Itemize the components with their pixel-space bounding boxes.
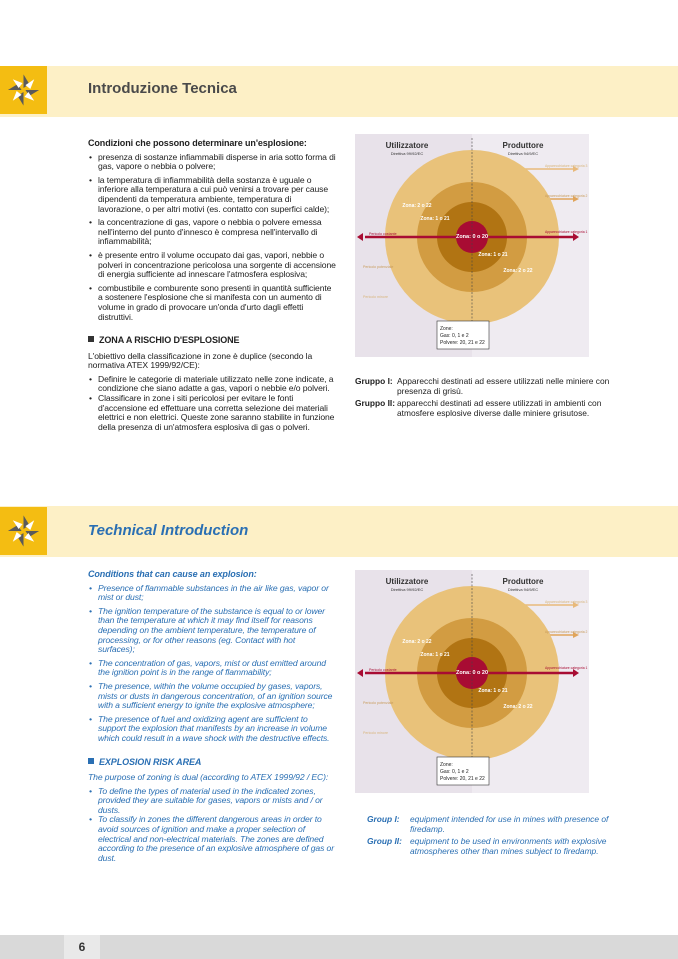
producer-title: Produttore [502,141,544,150]
zone-points-list [88,787,334,864]
list-item: • la temperatura di infiammabilità della sostanza è uguale o inferiore alla temperatura a cui può venirsi a trovare per cause dipendenti da temperatura ambiente, temperatura di lavorazione, o per altri motivi (es. contatto con superfici calde); [98,176,336,214]
text-column-it [88,139,336,432]
legend-text: Zone: [440,762,453,768]
section-title: Introduzione Tecnica [88,80,237,97]
right-label: Apparecchiature categoria 3 [545,164,588,168]
logo [0,507,47,555]
list-item: • The presence of fuel and oxidizing agent are sufficient to support the explosion that manifests by an increase in volume which could result in a wave shock with the destructive effects. [98,715,334,744]
group-row [367,815,627,834]
list-item: • combustibile e comburente sono presenti in quantità sufficiente a sostenere l'esplosione che si manifesta con un aumento di volume in grado di provocare un'onda d'urto dagli effetti distruttivi. [98,284,336,322]
zone-heading: EXPLOSION RISK AREA [88,758,334,768]
right-label: Apparecchiature categoria 2 [545,630,588,634]
zone-intro: L'obiettivo della classificazione in zone è duplice (secondo la normativa ATEX 1999/92/CE): [88,350,313,371]
right-label: Apparecchiature categoria 1 [545,666,588,670]
conditions-list [88,584,334,744]
group-text: equipment intended for use in mines with presence of firedamp. [410,814,609,834]
left-label: Pericolo potenziale [363,701,394,705]
square-bullet-icon [88,336,94,342]
list-item: • Classificare in zone i siti pericolosi per evitare le fonti d'accensione ed effettuare una corretta selezione dei materiali elettrici e non elettrici. Queste zone saranno stabilite in funzione della presenza di un'atmosfera esplosiva di gas o polveri. [98,394,336,432]
zone-label: Zona: 2 o 22 [503,704,533,710]
list-item: • Definire le categorie di materiale utilizzato nelle zone indicate, a condizione che siano adatte a gas, vapori o nebbie e/o polveri. [98,375,336,394]
section-title: Technical Introduction [88,522,249,539]
left-label: Pericolo minore [363,295,388,299]
zone-label: Zona: 0 o 20 [455,670,489,676]
zone-heading: ZONA A RISCHIO D'ESPLOSIONE [88,336,336,346]
groups-en [367,815,627,859]
right-label: Apparecchiature categoria 3 [545,600,588,604]
left-label: Pericolo costante [369,668,397,672]
list-item: • è presente entro il volume occupato dai gas, vapori, nebbie o polveri in concentrazione pericolosa una sorgente di accensione di energia sufficiente ad innescare l'atmosfera esplosiva; [98,251,336,280]
right-label: Apparecchiature categoria 2 [545,194,588,198]
legend-text: Zone: [440,326,453,332]
legend-text: Gas: 0, 1 e 2 [440,769,469,775]
list-item: • Presence of flammable substances in the air like gas, vapor or mist or dust; [98,584,334,603]
list-item: • la concentrazione di gas, vapore o nebbia o polvere emessa nell'interno del punto d'innesco è compresa nell'intervallo di infiammabilità; [98,218,336,247]
explosion-zone-diagram [355,570,589,793]
svg-text:Zona: 2 o 22 [402,203,431,209]
right-label: Apparecchiature categoria 1 [545,230,588,234]
legend-text: Gas: 0, 1 e 2 [440,333,469,339]
producer-directive: Direttiva 94/9/EC [507,151,539,156]
groups-it [355,377,615,421]
user-directive: Direttiva 99/92/EC [390,587,424,592]
zone-label: Zona: 0 o 20 [455,234,489,240]
group-label: Group II: [367,836,402,847]
conditions-heading: Conditions that can cause an explosion: [88,569,257,579]
group-label: Gruppo I: [355,376,393,386]
list-item: • The ignition temperature of the substance is equal to or lower than the temperature at which it may find itself for reasons depending on the ambient temperature, the temperature of processing, or for other reasons (eg. Contact with hot surfaces); [98,607,334,655]
list-item: • presenza di sostanze infiammabili disperse in aria sotto forma di gas, vapore o nebbia o polvere; [98,153,336,172]
page-footer [0,935,678,959]
producer-title: Produttore [502,577,544,586]
legend-text: Polvere: 20, 21 e 22 [440,340,485,346]
left-label: Pericolo potenziale [363,265,394,269]
section-header-en [0,506,678,557]
zone-label: Zona: 2 o 22 [402,203,432,209]
group-text: Apparecchi destinati ad essere utilizzati nelle miniere con presenza di grisù. [397,376,610,396]
zone-label: Zona: 2 o 22 [402,639,432,645]
group-text: apparecchi destinati ad essere utilizzati in ambienti con atmosfere esplosive diverse dalle miniere grisutose. [397,398,602,418]
conditions-list [88,153,336,323]
group-label: Gruppo II: [355,398,396,409]
left-label: Pericolo costante [369,232,397,236]
user-directive: Direttiva 99/92/EC [390,151,424,156]
logo [0,66,47,114]
user-title: Utilizzatore [385,141,429,150]
section-header-it [0,66,678,117]
list-item: • To classify in zones the different dangerous areas in order to avoid sources of ignition and make a proper selection of electrical and non-electrical materials. The zones are defined according to the presence of an explosive atmosphere of gas or dust. [98,815,334,863]
group-row [355,377,615,396]
group-row [355,399,615,418]
list-item: • The concentration of gas, vapors, mist or dust emitted around the ignition point is in the range of flammability; [98,659,334,678]
group-text: equipment to be used in environments with explosive atmospheres other than mines subject to firedamp. [410,836,607,856]
zone-label: Zona: 1 o 21 [420,216,450,222]
list-item: • To define the types of material used in the indicated zones, provided they are suitable for gases, vapors or mists and / or dusts. [98,787,334,816]
group-row [367,837,627,856]
explosion-zone-diagram [355,134,589,357]
left-label: Pericolo minore [363,731,388,735]
conditions-heading: Condizioni che possono determinare un'esplosione: [88,138,307,148]
page-number: 6 [64,935,100,959]
pinwheel-logo-icon [4,511,43,551]
text-column-en [88,570,334,863]
pinwheel-logo-icon [4,70,43,110]
zone-intro: The purpose of zoning is dual (according to ATEX 1999/92 / EC): [88,772,329,783]
list-item: • The presence, within the volume occupied by gases, vapors, mists or dusts in dangerous concentration, of an ignition source with a sufficient energy to ignite the explosive atmosphere; [98,682,334,711]
zone-label: Zona: 2 o 22 [503,268,533,274]
zone-label: Zona: 1 o 21 [478,252,508,258]
producer-directive: Direttiva 94/9/EC [507,587,539,592]
user-title: Utilizzatore [385,577,429,586]
legend-text: Polvere: 20, 21 e 22 [440,776,485,782]
group-label: Group I: [367,814,400,824]
zone-label: Zona: 1 o 21 [420,652,450,658]
zone-points-list [88,375,336,433]
square-bullet-icon [88,758,94,764]
zone-label: Zona: 1 o 21 [478,688,508,694]
